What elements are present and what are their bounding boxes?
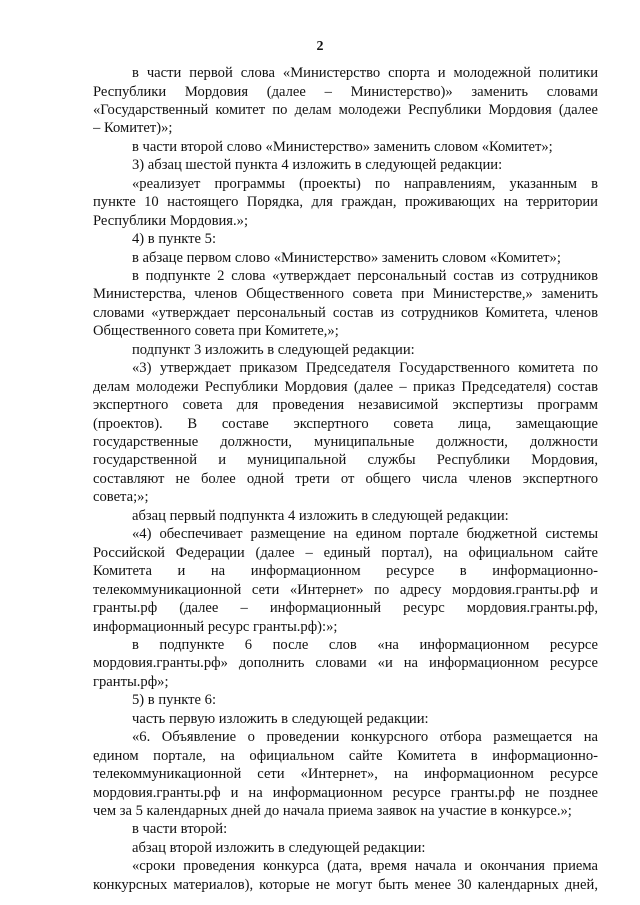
text-line: в подпункте 6 после слов «на информационном ресурсе <box>132 636 598 653</box>
text-line: словами «утверждает персональный состав из сотрудников Комитета, членов <box>93 304 598 321</box>
text-line: чем за 5 календарных дней до начала приема заявок на участие в конкурсе.»; <box>93 803 572 819</box>
text-line: экспертного совета для проведения независимой экспертизы программ <box>93 397 598 414</box>
text-line: в части второй слово «Министерство» заменить словом «Комитет»; <box>132 138 553 155</box>
text-line: в части второй: <box>132 821 228 838</box>
text-line: конкурсных материалов), которые не могут быть менее 30 календарных дней, <box>93 876 598 893</box>
text-line: (проектов). В составе экспертного совета лица, замещающие <box>93 415 598 432</box>
text-line: «3) утверждает приказом Председателя Государственного комитета по <box>132 360 598 377</box>
text-line: подпункт 3 изложить в следующей редакции: <box>132 341 415 358</box>
text-line: Комитета и на информационном ресурсе в информационно- <box>93 563 598 580</box>
text-line: государственной и муниципальной службы Республики Мордовия, <box>93 452 598 469</box>
text-line: 5) в пункте 6: <box>132 692 217 709</box>
page-number: 2 <box>316 39 324 54</box>
text-line: 4) в пункте 5: <box>132 231 217 247</box>
text-line: «Государственный комитет по делам молодежи Республики Мордовия (далее <box>93 101 598 118</box>
text-line: – Комитет)»; <box>93 120 173 137</box>
text-line: Общественного совета при Комитете,»; <box>93 323 339 340</box>
text-line: абзац первый подпункта 4 изложить в следующей редакции: <box>132 507 509 524</box>
text-line: информационный ресурс гранты.рф):»; <box>93 618 338 635</box>
text-line: 3) абзац шестой пункта 4 изложить в следующей редакции: <box>132 157 503 174</box>
text-line: делам молодежи Республики Мордовия (далее – приказ Председателя) состав <box>93 378 598 395</box>
text-line: Республики Мордовия (далее – Министерство)» заменить словами <box>93 83 598 100</box>
text-line: «6. Объявление о проведении конкурсного отбора размещается на <box>132 729 598 746</box>
text-line: «реализует программы (проекты) по направлениям, указанным в <box>132 175 598 192</box>
text-line: в абзаце первом слово «Министерство» заменить словом «Комитет»; <box>132 249 561 266</box>
text-line: телекоммуникационной сети «Интернет» по адресу мордовия.гранты.рф и <box>93 581 598 598</box>
text-line: едином портале, на официальном сайте Комитета в информационно- <box>93 747 598 764</box>
text-line: Республики Мордовия.»; <box>93 212 249 229</box>
text-line: гранты.рф»; <box>93 673 169 690</box>
text-line: составляют не более одной трети от общего числа членов экспертного <box>93 470 598 487</box>
text-line: гранты.рф (далее – информационный ресурс мордовия.гранты.рф, <box>93 600 598 616</box>
text-line: государственные должности, муниципальные должности, должности <box>93 434 598 450</box>
text-line: Министерства, членов Общественного совета при Министерстве,» заменить <box>93 286 598 303</box>
text-line: в подпункте 2 слова «утверждает персональный состав из сотрудников <box>132 267 598 284</box>
text-line: часть первую изложить в следующей редакции: <box>132 710 429 727</box>
text-line: «сроки проведения конкурса (дата, время начала и окончания приема <box>132 858 598 875</box>
text-line: мордовия.гранты.рф и на информационном ресурсе гранты.рф не позднее <box>93 784 598 801</box>
text-line: абзац второй изложить в следующей редакции: <box>132 839 426 856</box>
text-line: «4) обеспечивает размещение на едином портале бюджетной системы <box>132 526 598 543</box>
text-line: Российской Федерации (далее – единый портал), на официальном сайте <box>93 544 598 561</box>
text-line: пункте 10 настоящего Порядка, для граждан, проживающих на территории <box>93 194 598 211</box>
text-line: мордовия.гранты.рф» дополнить словами «и на информационном ресурсе <box>93 655 598 672</box>
text-line: совета;»; <box>93 489 149 506</box>
text-line: телекоммуникационной сети «Интернет», на информационном ресурсе <box>93 766 598 783</box>
text-line: в части первой слова «Министерство спорта и молодежной политики <box>132 65 598 81</box>
